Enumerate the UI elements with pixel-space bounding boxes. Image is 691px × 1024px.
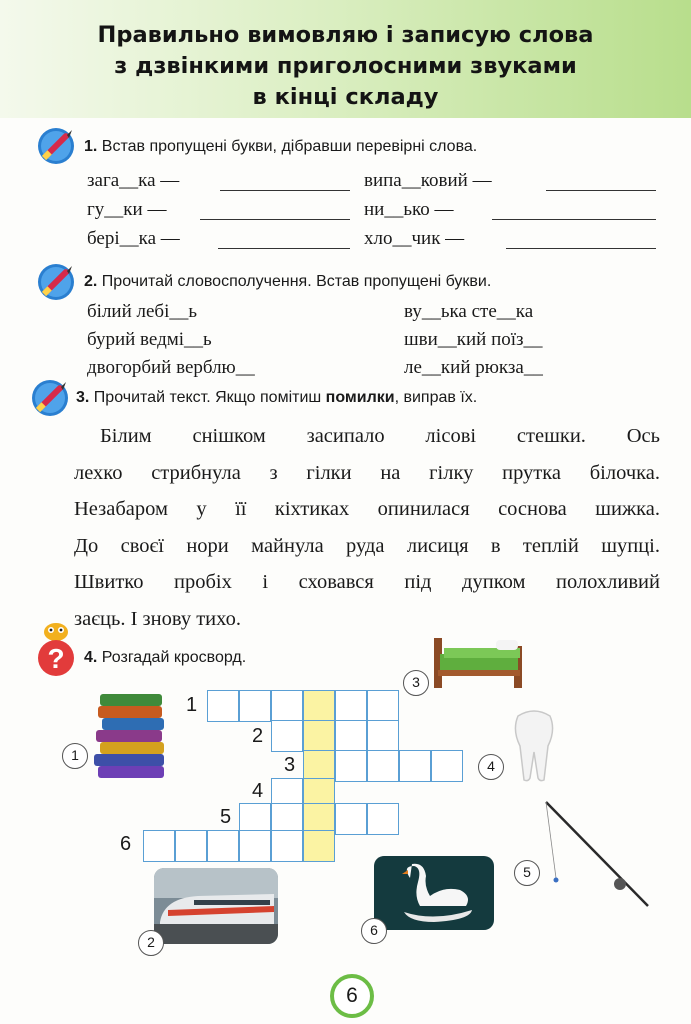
answer-line xyxy=(546,190,656,191)
picture-number: 1 xyxy=(62,743,88,769)
exercise-3-title xyxy=(76,389,477,407)
row-number: 6 xyxy=(120,833,132,855)
crossword-cell[interactable] xyxy=(207,690,239,722)
bed-icon xyxy=(430,624,526,690)
phrase-item: ву__ька сте__ка xyxy=(404,301,534,322)
crossword-cell[interactable] xyxy=(271,690,303,722)
exercise-instruction-end: , виправ їх. xyxy=(394,389,478,406)
crossword-cell[interactable] xyxy=(399,750,431,782)
exercise-instruction: Встав пропущені букви, дібравши перевірні слова. xyxy=(101,138,478,155)
text-line: Білим снішком засипало лісові стешки. Ось xyxy=(100,425,660,447)
word-item: зага__ка — xyxy=(87,170,180,191)
crossword-cell[interactable] xyxy=(335,690,367,722)
exercise-instruction-bold: помилки xyxy=(325,389,395,406)
exercise-number: 4. xyxy=(84,649,98,666)
train-icon xyxy=(154,868,278,944)
picture-number: 5 xyxy=(514,860,540,886)
exercise-instruction: Прочитай словосполучення. Встав пропущені букви. xyxy=(101,273,492,290)
word-item: ни__ько — xyxy=(364,199,454,220)
swan-picture xyxy=(374,856,494,930)
crossword-cell[interactable] xyxy=(335,750,367,782)
svg-text:?: ? xyxy=(47,643,65,674)
question-icon xyxy=(34,618,78,678)
crossword-cell[interactable] xyxy=(239,690,271,722)
fishing-rod-icon xyxy=(540,798,656,914)
answer-line xyxy=(218,248,350,249)
row-number: 1 xyxy=(186,694,198,716)
exercise-4-title xyxy=(84,649,246,667)
train-picture xyxy=(154,868,278,944)
crossword-cell[interactable] xyxy=(175,830,207,862)
crossword-cell-key[interactable] xyxy=(303,720,335,752)
word-item: гу__ки — xyxy=(87,199,167,220)
exercise-1-title xyxy=(84,138,477,156)
crossword-cell[interactable] xyxy=(271,720,303,752)
picture-number: 6 xyxy=(361,918,387,944)
crossword-cell[interactable] xyxy=(335,803,367,835)
exercise-instruction: Розгадай кросворд. xyxy=(101,649,247,666)
title-banner xyxy=(0,0,691,118)
page-number: 6 xyxy=(330,974,374,1018)
picture-number: 3 xyxy=(403,670,429,696)
row-number: 3 xyxy=(284,754,296,776)
tooth-icon xyxy=(512,708,556,784)
text-line: лехко стрибнула з гілки на гілку прутка білочка. xyxy=(74,461,660,484)
title-line-2: з дзвінкими приголосними звуками xyxy=(114,53,577,79)
phrase-item: ле__кий рюкза__ xyxy=(404,357,543,378)
crossword-cell[interactable] xyxy=(367,720,399,752)
answer-line xyxy=(220,190,350,191)
word-item: бері__ка — xyxy=(87,228,180,249)
phrase-item: білий лебі__ь xyxy=(87,301,198,322)
crossword-cell[interactable] xyxy=(431,750,463,782)
crossword-cell[interactable] xyxy=(271,830,303,862)
row-number: 5 xyxy=(220,806,232,828)
row-number: 2 xyxy=(252,725,264,747)
exercise-number: 2. xyxy=(84,273,98,290)
crossword-cell[interactable] xyxy=(207,830,239,862)
crossword-cell[interactable] xyxy=(367,803,399,835)
text-line: До своєї нори майнула руда лисиця в теплій шупці. xyxy=(74,534,660,557)
text-line: Незабаром у її кіхтиках опинилася соснова шижка. xyxy=(74,498,660,521)
crossword-cell[interactable] xyxy=(143,830,175,862)
title-line-1: Правильно вимовляю і записую слова xyxy=(97,22,594,48)
answer-line xyxy=(492,219,656,220)
crossword-cell-key[interactable] xyxy=(303,690,335,722)
page-title xyxy=(20,20,671,113)
phrase-item: шви__кий поїз__ xyxy=(404,329,543,350)
phrase-item: двогорбий верблю__ xyxy=(87,357,255,378)
word-item: випа__ковий — xyxy=(364,170,492,191)
pen-icon xyxy=(36,126,76,166)
word-item: хло__чик — xyxy=(364,228,465,249)
text-line: Швитко пробіх і сховався під дупком полохливий xyxy=(74,571,660,594)
crossword-cell[interactable] xyxy=(367,690,399,722)
pen-icon xyxy=(36,262,76,302)
picture-number: 4 xyxy=(478,754,504,780)
exercise-number: 1. xyxy=(84,138,98,155)
pen-icon xyxy=(30,378,70,418)
phrase-item: бурий ведмі__ь xyxy=(87,329,212,350)
answer-line xyxy=(506,248,656,249)
crossword-cell[interactable] xyxy=(367,750,399,782)
exercise-3-text xyxy=(74,418,660,638)
row-number: 4 xyxy=(252,780,264,802)
swan-icon xyxy=(374,856,494,930)
answer-line xyxy=(200,219,350,220)
picture-number: 2 xyxy=(138,930,164,956)
title-line-3: в кінці складу xyxy=(252,84,439,110)
exercise-2-title xyxy=(84,273,491,291)
crossword-cell[interactable] xyxy=(239,830,271,862)
crossword-cell-key[interactable] xyxy=(303,830,335,862)
books-icon xyxy=(92,690,172,782)
exercise-instruction: Прочитай текст. Якщо помітиш xyxy=(93,389,322,406)
text-line: заєць. І знову тихо. xyxy=(74,607,241,630)
exercise-number: 3. xyxy=(76,389,90,406)
crossword-cell[interactable] xyxy=(335,720,367,752)
